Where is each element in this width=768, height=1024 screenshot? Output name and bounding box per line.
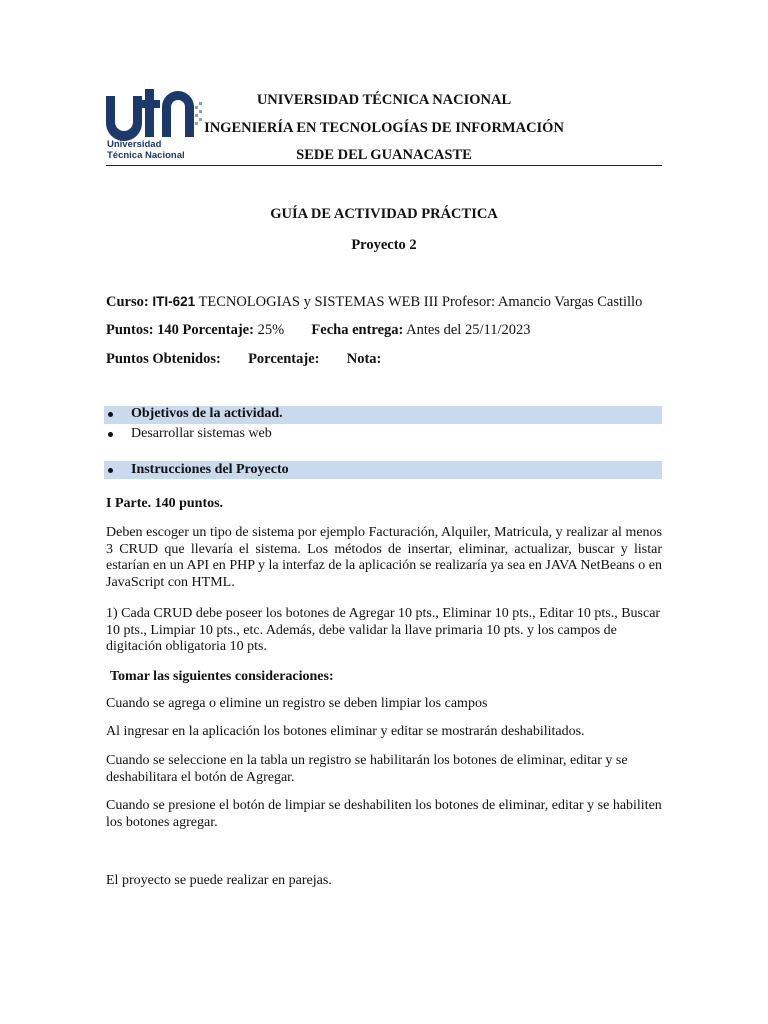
puntos-label: Puntos: bbox=[106, 322, 154, 338]
porcentaje2-label: Porcentaje: bbox=[248, 351, 320, 367]
curso-label: Curso: bbox=[106, 294, 149, 310]
objetivos-item-text: Desarrollar sistemas web bbox=[131, 426, 272, 441]
course-info-line bbox=[106, 294, 642, 311]
obtenidos-label: Puntos Obtenidos: bbox=[106, 351, 221, 367]
bullet-icon bbox=[108, 412, 113, 417]
fecha-label: Fecha entrega: bbox=[311, 322, 404, 338]
consideration-4: Cuando se presione el botón de limpiar se deshabiliten los botones de eliminar, editar y se habiliten los botones agregar. bbox=[106, 798, 662, 830]
part-heading: I Parte. 140 puntos. bbox=[106, 496, 224, 511]
logo-caption-line1: Universidad bbox=[107, 139, 162, 150]
fecha-value: Antes del 25/11/2023 bbox=[406, 322, 531, 338]
consideration-2: Al ingresar en la aplicación los botones eliminar y editar se mostrarán deshabilitados. bbox=[106, 724, 585, 739]
curso-code: ITI-621 bbox=[152, 294, 196, 309]
bullet-icon bbox=[108, 468, 113, 473]
header-university: UNIVERSIDAD TÉCNICA NACIONAL bbox=[256, 92, 512, 108]
porcentaje-value: 25% bbox=[257, 322, 285, 338]
header-program: INGENIERÍA EN TECNOLOGÍAS DE INFORMACIÓN bbox=[204, 120, 564, 136]
closing-note: El proyecto se puede realizar en parejas. bbox=[106, 873, 332, 888]
document-subtitle: Proyecto 2 bbox=[351, 237, 417, 253]
header-divider bbox=[106, 165, 662, 166]
considerations-heading: Tomar las siguientes consideraciones: bbox=[110, 669, 334, 684]
header-campus: SEDE DEL GUANACASTE bbox=[296, 147, 472, 163]
objetivos-heading bbox=[106, 406, 283, 422]
puntos-value: 140 bbox=[157, 322, 179, 338]
consideration-3: Cuando se seleccione en la tabla un registro se habilitarán los botones de eliminar, editar y se deshabilitara el botón de Agregar. bbox=[106, 753, 628, 785]
porcentaje-label: Porcentaje: bbox=[182, 322, 254, 338]
profesor-name: Amancio Vargas Castillo bbox=[497, 294, 643, 310]
logo-caption-line2: Técnica Nacional bbox=[107, 150, 185, 161]
grade-info-line bbox=[106, 351, 381, 368]
nota-label: Nota: bbox=[346, 351, 382, 367]
consideration-1: Cuando se agrega o elimine un registro se deben limpiar los campos bbox=[106, 696, 488, 711]
bullet-icon bbox=[108, 432, 113, 437]
points-info-line bbox=[106, 322, 530, 339]
paragraph-system: Deben escoger un tipo de sistema por ejemplo Facturación, Alquiler, Matricula, y realizar al menos 3 CRUD que llevaría el sistema. Los métodos de insertar, eliminar, actualizar, buscar y listar estarían en un API en PHP y la interfaz de la aplicación se realizaría ya sea en JAVA NetBeans o en JavaScript con HTML. bbox=[106, 525, 662, 590]
paragraph-crud: 1) Cada CRUD debe poseer los botones de Agregar 10 pts., Eliminar 10 pts., Editar 10 pts., Buscar 10 pts., Limpiar 10 pts., etc. Además, debe validar la llave primaria 10 pts. y los campos de digitación obligatoria 10 pts. bbox=[106, 606, 661, 654]
objetivos-heading-text: Objetivos de la actividad. bbox=[131, 406, 283, 421]
document-title: GUÍA DE ACTIVIDAD PRÁCTICA bbox=[270, 206, 498, 222]
instrucciones-heading-text: Instrucciones del Proyecto bbox=[131, 462, 289, 477]
curso-name: TECNOLOGIAS y SISTEMAS WEB III bbox=[198, 294, 439, 310]
objetivos-item bbox=[106, 426, 272, 442]
instrucciones-heading bbox=[106, 462, 289, 478]
profesor-label: Profesor: bbox=[441, 294, 496, 310]
